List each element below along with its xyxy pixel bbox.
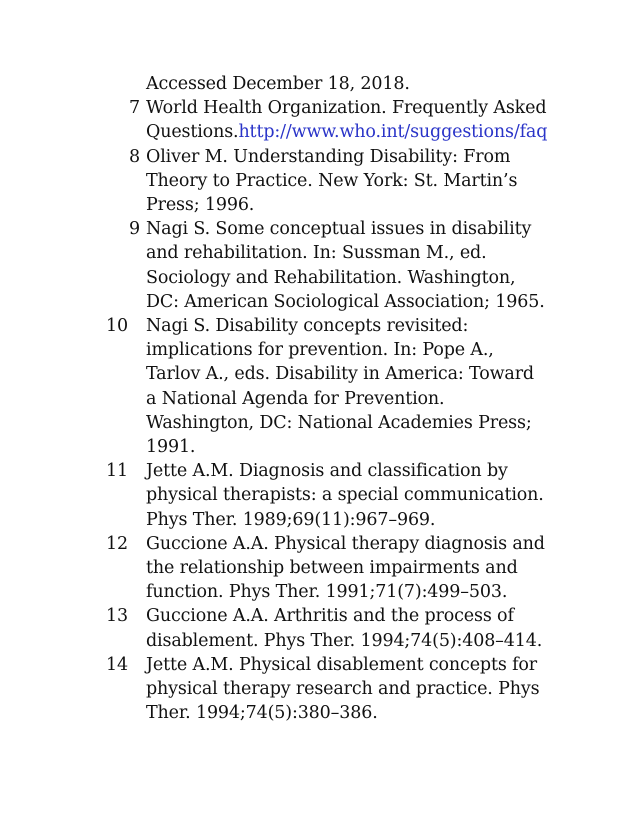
reference-line: the relationship between impairments and — [146, 558, 518, 579]
reference-number: 13 — [106, 606, 128, 627]
reference-number: 12 — [106, 533, 128, 554]
reference-number: 8 — [129, 146, 140, 167]
reference-number: 7 — [129, 98, 140, 119]
reference-12-line-3 — [106, 580, 568, 604]
reference-link[interactable]: http://www.who.int/suggestions/faq — [238, 122, 548, 143]
reference-line: Ther. 1994;74(5):380–386. — [146, 703, 378, 724]
reference-line: DC: American Sociological Association; 1965. — [146, 291, 545, 312]
reference-10-line-3 — [106, 362, 568, 386]
reference-line: Nagi S. Disability concepts revisited: — [146, 316, 469, 337]
reference-14-line-3 — [106, 701, 568, 725]
reference-list — [106, 72, 568, 725]
reference-line: Jette A.M. Diagnosis and classification by — [146, 461, 508, 482]
reference-9-line-1 — [106, 217, 568, 241]
reference-line: and rehabilitation. In: Sussman M., ed. — [146, 243, 487, 264]
reference-line: implications for prevention. In: Pope A., — [146, 340, 494, 361]
reference-line: Oliver M. Understanding Disability: From — [146, 146, 511, 167]
reference-line: Theory to Practice. New York: St. Martin’s — [146, 170, 518, 191]
reference-11-line-1 — [106, 459, 568, 483]
reference-8-line-3 — [106, 193, 568, 217]
reference-11-line-3 — [106, 508, 568, 532]
reference-7-line-2 — [106, 120, 568, 144]
reference-9-line-2 — [106, 241, 568, 265]
reference-line: Guccione A.A. Physical therapy diagnosis and — [146, 533, 545, 554]
reference-10-line-2 — [106, 338, 568, 362]
reference-line: function. Phys Ther. 1991;71(7):499–503. — [146, 582, 508, 603]
reference-14-line-1 — [106, 653, 568, 677]
reference-line: Phys Ther. 1989;69(11):967–969. — [146, 509, 436, 530]
reference-line: Nagi S. Some conceptual issues in disability — [146, 219, 532, 240]
reference-line: Accessed December 18, 2018. — [146, 74, 410, 94]
reference-13-line-2 — [106, 629, 568, 653]
reference-line: Sociology and Rehabilitation. Washington, — [146, 267, 516, 288]
reference-12-line-1 — [106, 532, 568, 556]
reference-number: 14 — [106, 654, 128, 675]
reference-9-line-4 — [106, 290, 568, 314]
reference-10-line-6 — [106, 435, 568, 459]
reference-number: 10 — [106, 316, 128, 337]
reference-line: 1991. — [146, 437, 196, 458]
reference-text: Questions. — [146, 122, 239, 143]
reference-10-line-4 — [106, 387, 568, 411]
reference-11-line-2 — [106, 483, 568, 507]
reference-line: physical therapy research and practice. Phys — [146, 679, 540, 700]
reference-line: Guccione A.A. Arthritis and the process of — [146, 606, 514, 627]
reference-8-line-2 — [106, 169, 568, 193]
reference-7-line-1 — [106, 96, 568, 120]
reference-line — [146, 120, 547, 144]
reference-13-line-1 — [106, 604, 568, 628]
reference-8-line-1 — [106, 145, 568, 169]
reference-line: Jette A.M. Physical disablement concepts for — [146, 654, 538, 675]
reference-10-line-5 — [106, 411, 568, 435]
reference-number: 9 — [129, 219, 140, 240]
reference-line: Washington, DC: National Academies Press; — [146, 412, 532, 433]
reference-line: physical therapists: a special communication. — [146, 485, 544, 506]
reference-14-line-2 — [106, 677, 568, 701]
reference-line: disablement. Phys Ther. 1994;74(5):408–414. — [146, 630, 543, 651]
reference-line: World Health Organization. Frequently Asked — [146, 98, 547, 119]
reference-12-line-2 — [106, 556, 568, 580]
reference-6-continuation — [106, 72, 568, 96]
reference-9-line-3 — [106, 266, 568, 290]
reference-10-line-1 — [106, 314, 568, 338]
reference-number: 11 — [106, 461, 128, 482]
reference-line: a National Agenda for Prevention. — [146, 388, 445, 409]
reference-line: Tarlov A., eds. Disability in America: Toward — [146, 364, 534, 385]
reference-line: Press; 1996. — [146, 195, 255, 216]
